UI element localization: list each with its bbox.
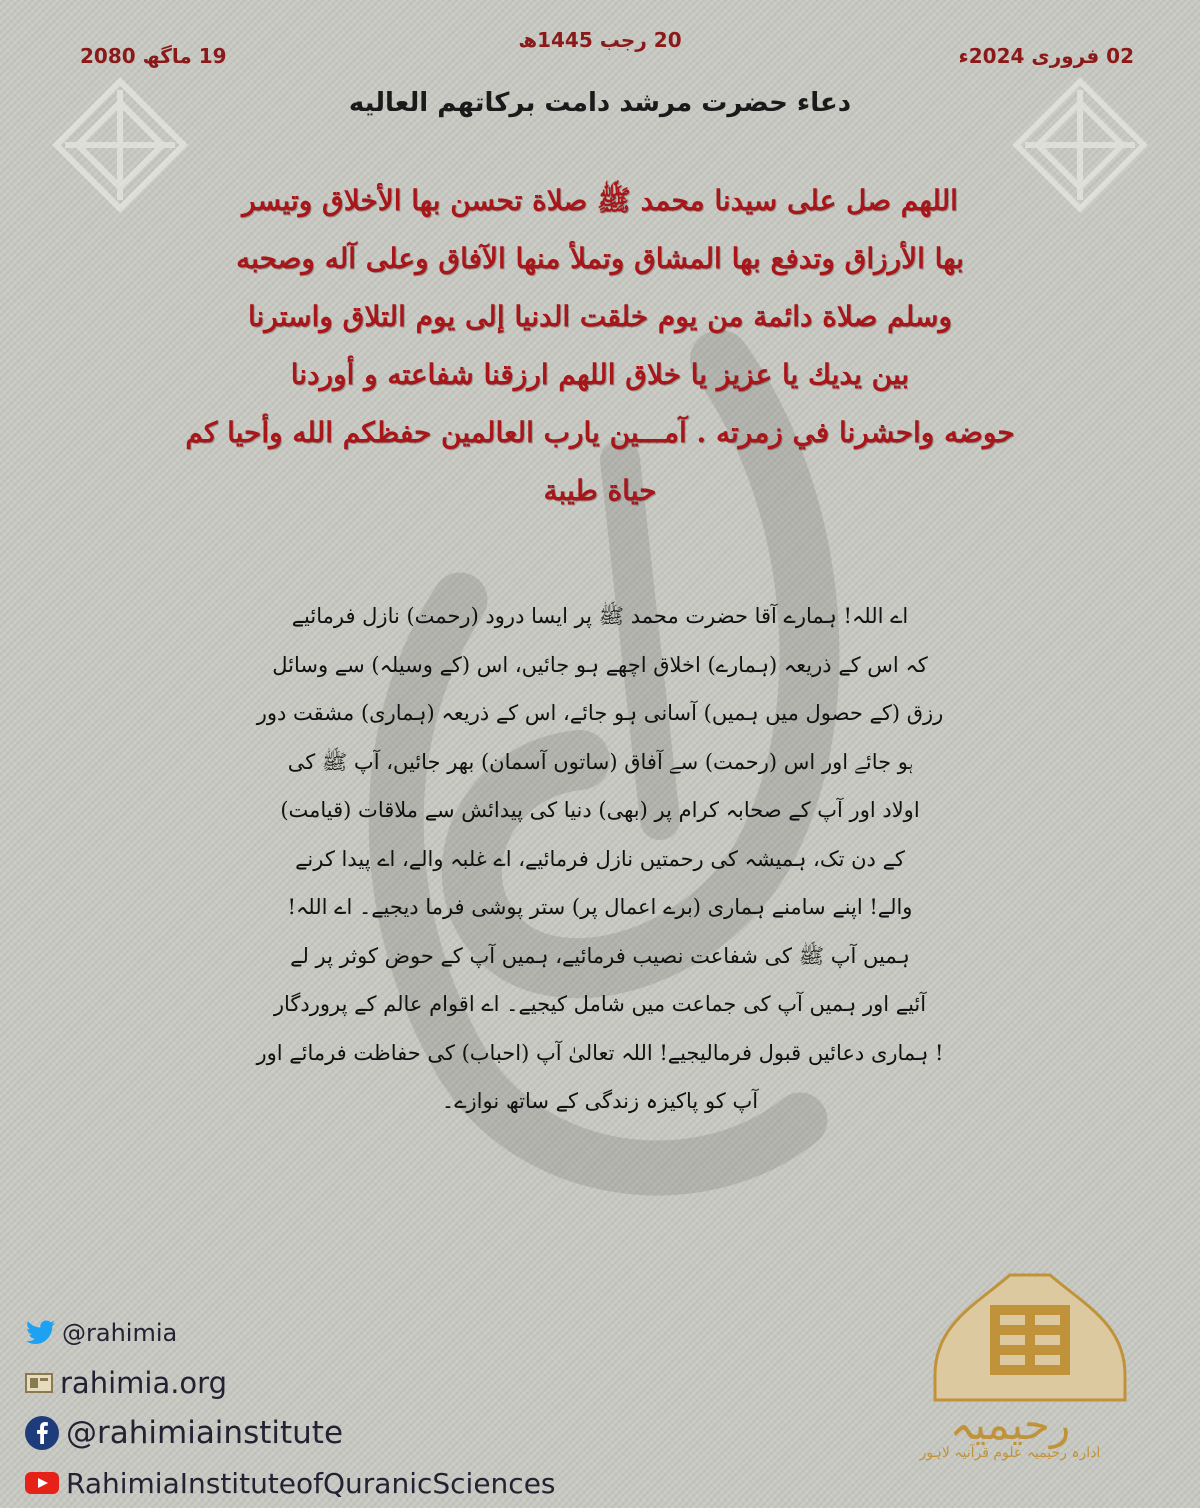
website-url: rahimia.org [60, 1366, 227, 1400]
arabic-line: اللهم صل على سيدنا محمد ﷺ صلاة تحسن بها الأخلاق وتيسر [242, 184, 958, 217]
urdu-line: کے دن تک، ہمیشہ کی رحمتیں نازل فرمائیے، اے غلبہ والے، اے پیدا کرنے [295, 846, 905, 871]
arabic-supplication [95, 172, 1105, 520]
youtube-link[interactable] [24, 1458, 556, 1508]
facebook-handle: @rahimiainstitute [66, 1415, 344, 1451]
logo-wordmark: رحیمیہ [949, 1400, 1071, 1449]
twitter-icon [24, 1319, 56, 1347]
urdu-line: ہمیں آپ ﷺ کی شفاعت نصیب فرمائیے، ہمیں آپ کے حوض کوثر پر لے [290, 943, 910, 968]
urdu-line: آپ کو پاکیزہ زندگی کے ساتھ نوازے۔ [441, 1089, 759, 1113]
urdu-line: کہ اس کے ذریعہ (ہمارے) اخلاق اچھے ہو جائیں، اس (کے وسیلہ) سے وسائل [272, 652, 928, 677]
date-bikrami: 19 ماگھ 2080 [80, 44, 227, 68]
arabic-line: بين يديك يا عزيز يا خلاق اللهم ارزقنا شفاعته و أوردنا [290, 358, 910, 391]
arabic-line: حياة طيبة [543, 474, 657, 507]
urdu-line: اے اللہ! ہمارے آقا حضرت محمد ﷺ پر ایسا درود (رحمت) نازل فرمائیے [291, 604, 909, 628]
date-gregorian: 02 فروری 2024ء [958, 44, 1134, 68]
website-link[interactable] [24, 1358, 556, 1408]
urdu-translation [195, 592, 1005, 1126]
urdu-line: ! ہماری دعائیں قبول فرمالیجیے! اللہ تعالیٰ آپ (احباب) کی حفاظت فرمائے اور [256, 1040, 944, 1065]
twitter-handle: @rahimia [62, 1319, 178, 1347]
globe-icon [24, 1370, 54, 1396]
page-title: دعاء حضرت مرشد دامت برکاتهم العاليه [348, 88, 852, 118]
arabic-line: بها الأرزاق وتدفع بها المشاق وتملأ منها الآفاق وعلى آله وصحبه [236, 242, 964, 275]
social-links [24, 1308, 556, 1508]
youtube-icon [24, 1470, 60, 1496]
urdu-line: آئیے اور ہمیں آپ کی جماعت میں شامل کیجیے۔ اے اقوام عالم کے پروردگار [273, 992, 927, 1016]
twitter-link[interactable] [24, 1308, 556, 1358]
facebook-link[interactable] [24, 1408, 556, 1458]
urdu-line: والے! اپنے سامنے ہماری (برے اعمال پر) ستر پوشی فرما دیجیے۔ اے اللہ! [287, 895, 913, 919]
arabic-line: وسلم صلاة دائمة من يوم خلقت الدنيا إلى يوم التلاق واسترنا [247, 300, 953, 333]
youtube-channel: RahimiaInstituteofQuranicSciences [66, 1466, 556, 1500]
arabic-line: حوضه واحشرنا في زمرته . آمـــين يارب العالمين حفظكم الله وأحيا كم [185, 416, 1015, 449]
urdu-line: رزق (کے حصول میں ہمیں) آسانی ہو جائے، اس کے ذریعہ (ہماری) مشقت دور [256, 701, 944, 725]
facebook-icon [24, 1415, 60, 1451]
urdu-line: ہو جائے اور اس (رحمت) سے آفاق (ساتوں آسمان) بھر جائیں، آپ ﷺ کی [287, 749, 913, 774]
date-hijri: 20 رجب 1445ھ [518, 28, 682, 52]
urdu-line: اولاد اور آپ کے صحابہ کرام پر (بھی) دنیا کی پیدائش سے ملاقات (قیامت) [280, 798, 920, 822]
logo-subtitle: ادارہ رحیمیہ علوم قرآنیہ لاہور [919, 1445, 1101, 1461]
